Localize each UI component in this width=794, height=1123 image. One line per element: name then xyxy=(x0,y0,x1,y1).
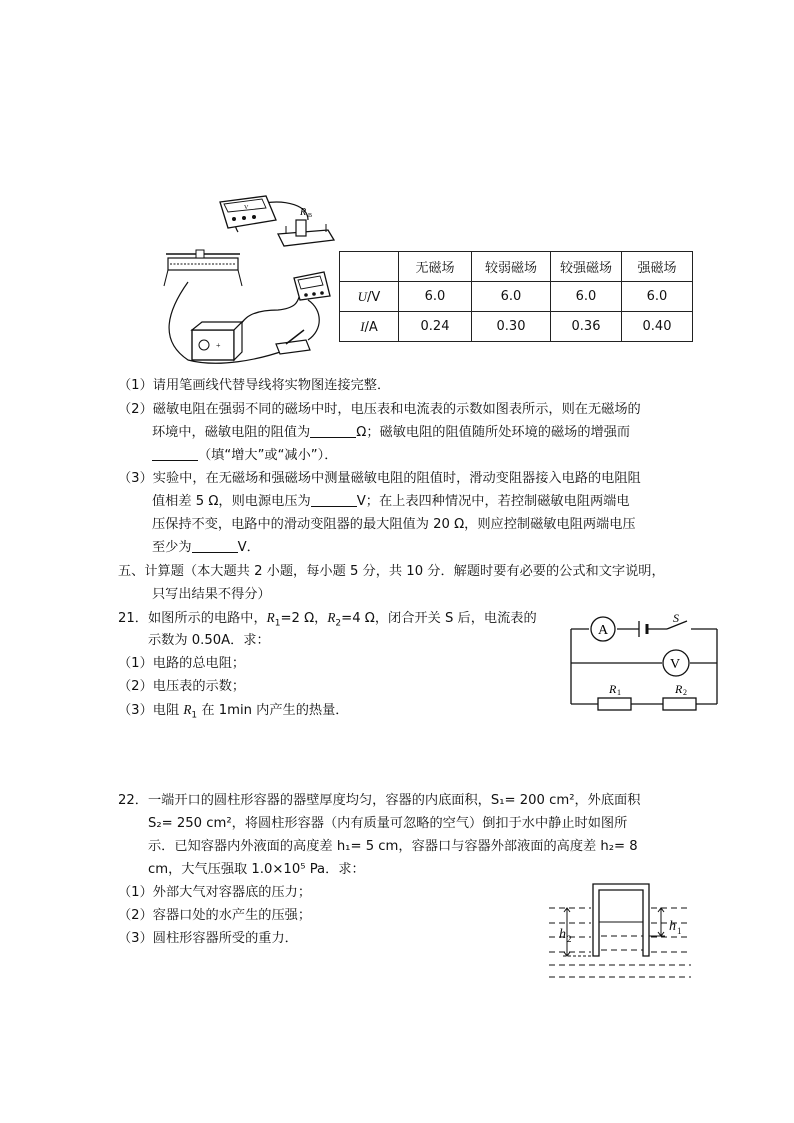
rb-label-sub: B xyxy=(308,213,313,219)
answer-blank[interactable] xyxy=(310,423,356,438)
q22-stem-line1: 22．一端开口的圆柱形容器的器壁厚度均匀，容器的内底面积，S₁= 200 cm²，外底面积 xyxy=(118,793,641,808)
switch-device xyxy=(276,330,310,354)
answer-blank[interactable] xyxy=(311,492,357,507)
apparatus-figure xyxy=(158,190,348,370)
section-heading: 五、计算题（本大题共 2 小题，每小题 5 分，共 10 分．解题时要有必要的公式和文字说明， xyxy=(118,564,665,579)
q20-part2-line2: 环境中，磁敏电阻的阻值为 Ω；磁敏电阻的阻值随所处环境的磁场的增强而 xyxy=(152,425,631,440)
q22-container-diagram xyxy=(545,876,695,980)
answer-blank[interactable] xyxy=(152,446,198,461)
q22-sub3: （3）圆柱形容器所受的重力． xyxy=(118,931,298,946)
table-header-cell: 较弱磁场 xyxy=(472,252,551,282)
row-label: U/V xyxy=(340,282,399,312)
table-row xyxy=(340,282,693,312)
table-cell: 6.0 xyxy=(399,282,472,312)
resistor-r1 xyxy=(598,698,631,710)
table-header-cell: 强磁场 xyxy=(622,252,693,282)
q22-sub1: （1）外部大气对容器底的压力； xyxy=(118,885,312,900)
q22-sub2: （2）容器口处的水产生的压强； xyxy=(118,908,312,923)
table-cell: 6.0 xyxy=(622,282,693,312)
table-row xyxy=(340,312,693,342)
table-cell: 0.24 xyxy=(399,312,472,342)
table-cell: 0.30 xyxy=(472,312,551,342)
power-supply-device xyxy=(192,322,242,360)
magneto-resistor-device xyxy=(278,207,334,246)
q21-stem-line2: 示数为 0.50A．求： xyxy=(148,633,270,648)
q20-part3-line2: 值相差 5 Ω，则电源电压为 V；在上表四种情况中，若控制磁敏电阻两端电 xyxy=(152,494,630,509)
h1-label: h xyxy=(669,919,676,934)
answer-blank[interactable] xyxy=(192,538,238,553)
h2-label: h xyxy=(559,927,566,942)
q20-part2-line1: （2）磁敏电阻在强弱不同的磁场中时，电压表和电流表的示数如图表所示，则在无磁场的 xyxy=(118,402,641,417)
q21-circuit-diagram xyxy=(565,610,725,714)
r2-label: R xyxy=(675,682,683,696)
r1-label-sub: 1 xyxy=(617,688,621,697)
rheostat-device xyxy=(164,250,242,286)
table-header-cell xyxy=(340,252,399,282)
table-header-cell: 无磁场 xyxy=(399,252,472,282)
section-heading-cont: 只写出结果不得分） xyxy=(152,587,271,602)
q20-part3-line4: 至少为 V． xyxy=(152,540,260,555)
table-cell: 6.0 xyxy=(551,282,622,312)
rb-label: R xyxy=(300,207,307,218)
q20-part3-line1: （3）实验中，在无磁场和强磁场中测量磁敏电阻的阻值时，滑动变阻器接入电路的电阻阻 xyxy=(118,471,641,486)
row-label: I/A xyxy=(340,312,399,342)
q22-stem-line3: 示．已知容器内外液面的高度差 h₁= 5 cm，容器口与容器外部液面的高度差 h₂= 8 xyxy=(148,839,638,854)
h1-label-sub: 1 xyxy=(677,926,682,936)
q20-part1: （1）请用笔画线代替导线将实物图连接完整． xyxy=(118,378,391,393)
r2-label-sub: 2 xyxy=(683,688,687,697)
q22-stem-line2: S₂= 250 cm²，将圆柱形容器（内有质量可忽略的空气）倒扣于水中静止时如图所 xyxy=(148,816,628,831)
q20-part2-line3: （填“增大”或“减小”）． xyxy=(152,445,337,467)
q21-sub2: （2）电压表的示数； xyxy=(118,679,246,694)
h2-label-sub: 2 xyxy=(567,934,572,944)
table-header-row xyxy=(340,252,693,282)
voltmeter-label: V xyxy=(670,657,681,672)
voltmeter-device xyxy=(220,196,276,228)
svg-text:+: + xyxy=(216,341,221,350)
r1-label: R xyxy=(609,682,617,696)
measurement-table xyxy=(339,251,693,342)
table-header-cell: 较强磁场 xyxy=(551,252,622,282)
q22-stem-line4: cm，大气压强取 1.0×10⁵ Pa．求： xyxy=(148,862,365,877)
switch-label: S xyxy=(673,611,679,625)
q21-sub3: （3）电阻 $R_1$ 在 1min 内产生的热量． xyxy=(118,702,349,721)
q21-sub1: （1）电路的总电阻； xyxy=(118,656,246,671)
resistor-r2 xyxy=(663,698,696,710)
ammeter-label: A xyxy=(598,623,609,638)
table-cell: 0.40 xyxy=(622,312,693,342)
svg-text:V: V xyxy=(244,205,249,211)
table-cell: 0.36 xyxy=(551,312,622,342)
q21-stem-line1: 21．如图所示的电路中，$R_1=2$ Ω，$R_2=4$ Ω，闭合开关 S 后，电流表的 xyxy=(118,610,537,629)
table-cell: 6.0 xyxy=(472,282,551,312)
q20-part3-line3: 压保持不变，电路中的滑动变阻器的最大阻值为 20 Ω，则应控制磁敏电阻两端电压 xyxy=(152,517,636,532)
ammeter-device xyxy=(294,272,330,300)
